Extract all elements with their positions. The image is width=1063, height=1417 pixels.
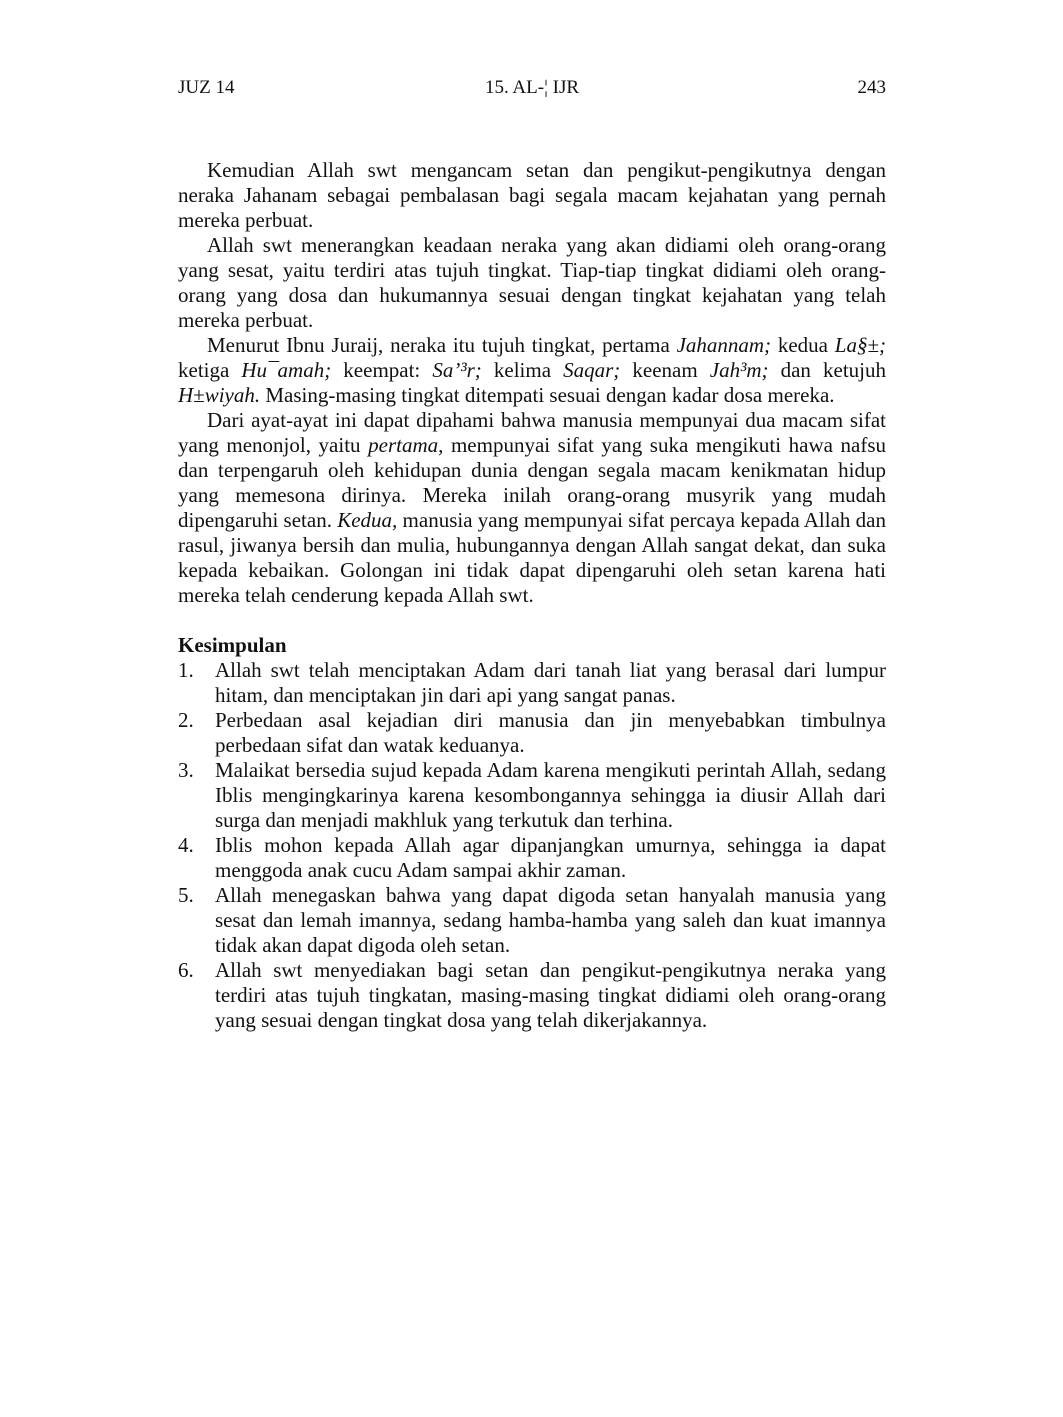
text-run: Dari ayat-ayat ini dapat dipahami bahwa manusia mempunyai dua macam sifat yang menonjol, yaitu bbox=[178, 408, 886, 457]
italic-term: Kedua, bbox=[337, 508, 398, 532]
text-run: keempat: bbox=[331, 358, 433, 382]
list-item bbox=[178, 708, 886, 758]
conclusion-list bbox=[178, 658, 886, 1033]
paragraph-1: Kemudian Allah swt mengancam setan dan pengikut-pengikutnya dengan neraka Jahanam sebagai pembalasan bagi segala macam kejahatan yang pernah mereka perbuat. bbox=[178, 158, 886, 232]
item-number: 5. bbox=[178, 883, 194, 907]
page-body bbox=[178, 158, 886, 1033]
item-text: Iblis mohon kepada Allah agar dipanjangkan umurnya, sehingga ia dapat menggoda anak cucu Adam sampai akhir zaman. bbox=[215, 833, 886, 882]
item-number: 4. bbox=[178, 833, 194, 857]
surah-title: 15. AL-¦ IJR bbox=[484, 77, 580, 98]
paragraph-3 bbox=[178, 333, 886, 408]
running-header bbox=[178, 76, 886, 100]
item-number: 6. bbox=[178, 958, 194, 982]
item-number: 2. bbox=[178, 708, 194, 732]
juz-label: JUZ 14 bbox=[178, 77, 235, 98]
text-run: manusia yang mempunyai sifat percaya kepada Allah dan rasul, jiwanya bersih dan mulia, hubungannya dengan Allah sangat dekat, dan suka kepada kebaikan. Golongan ini tidak dapat dipengaruhi oleh setan karena hati mereka telah cenderung kepada Allah swt. bbox=[178, 508, 886, 607]
item-text: Allah swt menyediakan bagi setan dan pengikut-pengikutnya neraka yang terdiri atas tujuh tingkatan, masing-masing tingkat didiami oleh orang-orang yang sesuai dengan tingkat dosa yang telah dikerjakannya. bbox=[215, 958, 886, 1032]
list-item bbox=[178, 833, 886, 883]
italic-term: Saqar; bbox=[563, 358, 621, 382]
list-item bbox=[178, 658, 886, 708]
italic-term: Sa’³r; bbox=[432, 358, 482, 382]
italic-term: Hu¯amah; bbox=[241, 358, 332, 382]
italic-term: La§±; bbox=[834, 333, 886, 357]
item-text: Malaikat bersedia sujud kepada Adam karena mengikuti perintah Allah, sedang Iblis mengingkarinya karena kesombongannya sehingga ia diusir Allah dari surga dan menjadi makhluk yang terkutuk dan terhina. bbox=[215, 758, 886, 832]
italic-term: Jah³m; bbox=[709, 358, 769, 382]
item-text: Allah menegaskan bahwa yang dapat digoda setan hanyalah manusia yang sesat dan lemah imannya, sedang hamba-hamba yang saleh dan kuat imannya tidak akan dapat digoda oleh setan. bbox=[215, 883, 886, 957]
conclusion-heading: Kesimpulan bbox=[178, 633, 287, 657]
item-number: 3. bbox=[178, 758, 194, 782]
list-item bbox=[178, 883, 886, 958]
item-number: 1. bbox=[178, 658, 194, 682]
list-item bbox=[178, 958, 886, 1033]
text-run: Menurut Ibnu Juraij, neraka itu tujuh tingkat, pertama bbox=[207, 333, 677, 357]
italic-term: Jahannam; bbox=[676, 333, 772, 357]
text-run: kelima bbox=[481, 358, 564, 382]
paragraph-4 bbox=[178, 408, 886, 608]
text-run: keenam bbox=[620, 358, 710, 382]
item-text: Perbedaan asal kejadian diri manusia dan jin menyebabkan timbulnya perbedaan sifat dan watak keduanya. bbox=[215, 708, 886, 757]
text-run: kedua bbox=[771, 333, 835, 357]
paragraph-2: Allah swt menerangkan keadaan neraka yang akan didiami oleh orang-orang yang sesat, yaitu terdiri atas tujuh tingkat. Tiap-tiap tingkat didiami oleh orang-orang yang dosa dan hukumannya sesuai dengan tingkat kejahatan yang telah mereka perbuat. bbox=[178, 233, 886, 332]
text-run: dan ketujuh bbox=[768, 358, 886, 382]
text-run: ketiga bbox=[178, 358, 242, 382]
italic-term: pertama, bbox=[368, 433, 444, 457]
list-item bbox=[178, 758, 886, 833]
item-text: Allah swt telah menciptakan Adam dari tanah liat yang berasal dari lumpur hitam, dan menciptakan jin dari api yang sangat panas. bbox=[215, 658, 886, 707]
italic-term: H±wiyah. bbox=[178, 383, 261, 407]
page-number: 243 bbox=[857, 77, 886, 98]
text-run: Masing-masing tingkat ditempati sesuai dengan kadar dosa mereka. bbox=[260, 383, 835, 407]
text-run: mempunyai sifat yang suka mengikuti hawa nafsu dan terpengaruh oleh kehidupan dunia dengan segala macam kenikmatan hidup yang memesona dirinya. Mereka inilah orang-orang musyrik yang mudah dipengaruhi setan. bbox=[178, 433, 886, 532]
